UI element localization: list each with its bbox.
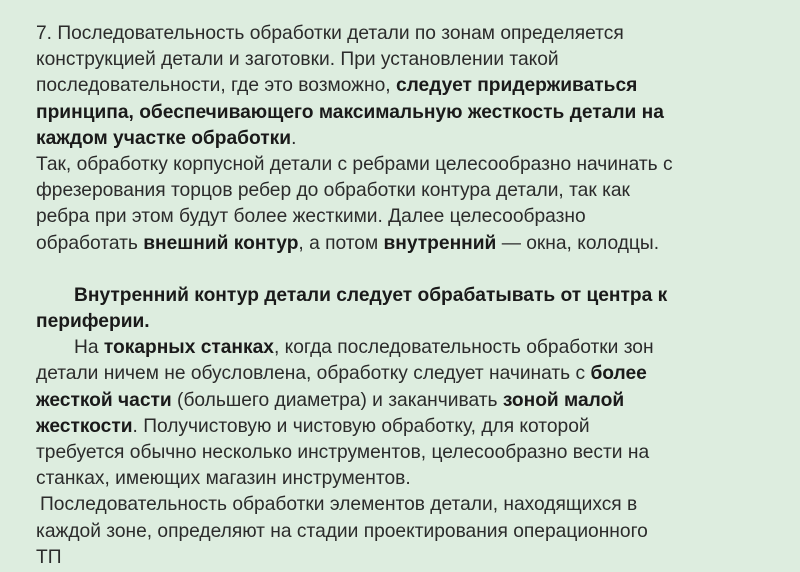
text-line: 7. Последовательность обработки детали по зонам определяется [36, 23, 624, 44]
text-line: Последовательность обработки элементов детали, находящихся в [40, 494, 638, 516]
text-line: Так, обработку корпусной детали с ребрами целесообразно начинать с [36, 154, 673, 176]
text-line: последовательности, где это возможно, следует придерживаться [36, 75, 638, 97]
emphasis: внешний контур [143, 232, 299, 254]
emphasis: периферии. [36, 311, 150, 333]
emphasis: более [590, 363, 647, 385]
text-line: требуется обычно несколько инструментов, целесообразно вести на [36, 442, 650, 464]
paragraph-spacer [36, 257, 776, 283]
emphasis: токарных станках [103, 337, 274, 359]
text-line [36, 100, 776, 126]
text-line: каждом участке обработки. [36, 127, 297, 149]
text-line: ребра при этом будут более жесткими. Далее целесообразно [36, 206, 586, 228]
text-line: На токарных станках, когда последовательность обработки зон [74, 337, 654, 359]
emphasis: внутренний [383, 232, 497, 254]
text-line [36, 309, 776, 335]
text-line: ТП [36, 546, 62, 568]
text-line: детали ничем не обусловлена, обработку следует начинать с более [36, 363, 647, 385]
text-line: жесткости. Получистовую и чистовую обработку, для которой [36, 415, 590, 437]
emphasis: каждом участке обработки [36, 127, 292, 149]
text-line: каждой зоне, определяют на стадии проектирования операционного [36, 520, 648, 542]
text-line: станках, имеющих магазин инструментов. [36, 468, 411, 490]
slide-text [36, 21, 776, 571]
text-line: обработать внешний контур, а потом внутренний — окна, колодцы. [36, 232, 660, 254]
emphasis: жесткости [36, 415, 133, 437]
emphasis: принципа, обеспечивающего максимальную жесткость детали на [36, 101, 664, 123]
emphasis: следует придерживаться [395, 75, 638, 97]
text-line: фрезерования торцов ребер до обработки контура детали, так как [36, 180, 630, 202]
emphasis: Внутренний контур детали следует обрабатывать от центра к [74, 284, 668, 306]
text-line: конструкцией детали и заготовки. При установлении такой [36, 49, 559, 71]
text-line: жесткой части (большего диаметра) и заканчивать зоной малой [36, 389, 625, 411]
text-line [36, 283, 776, 309]
emphasis: зоной малой [502, 389, 625, 411]
emphasis: жесткой части [36, 389, 172, 411]
